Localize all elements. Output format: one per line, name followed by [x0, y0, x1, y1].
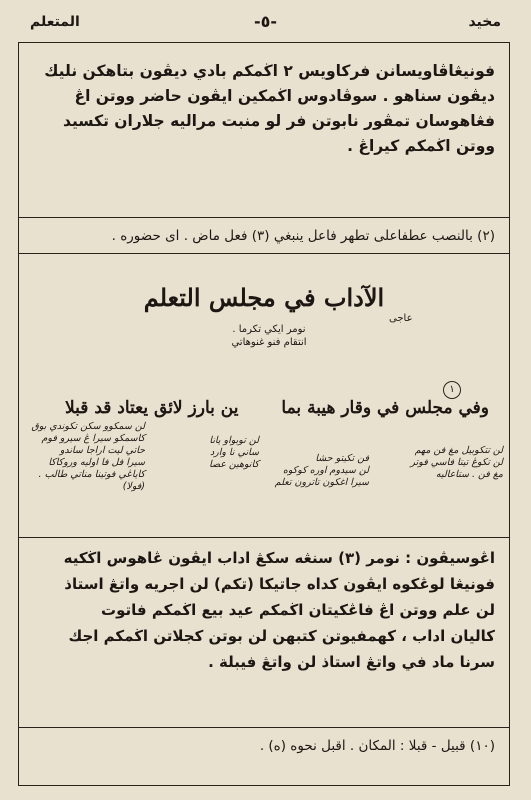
footnote-bottom	[33, 735, 495, 757]
commentary-line: فونيڠاڤاويسانن فركاويس ٢ اڬمكم بادي ديڤون بتاهكن نليك	[44, 62, 495, 80]
gloss-line: لن تكوڠ تيتا فاسي فوتر	[410, 457, 503, 468]
subtitle-line: نومر ايكي تكرما .	[232, 324, 306, 335]
page-number: -٥-	[253, 12, 278, 31]
gloss-line: حاتي ليت اراجا ساندو	[59, 445, 145, 456]
gloss-line: سيرا اغكون تاترون تعلم	[274, 477, 369, 488]
divider	[19, 727, 509, 728]
page-frame	[18, 42, 510, 786]
commentary-block-bottom	[33, 545, 495, 675]
verse-hemistich-right: وفي مجلس في وقار هيبة بما	[281, 398, 489, 418]
divider	[19, 217, 509, 218]
commentary-block-top	[33, 59, 495, 159]
gloss-line: لن توبواو يانا	[209, 435, 259, 446]
gloss-line: كانوهين عصا	[209, 459, 259, 470]
gloss-line: لن سيدوم اوره كوكوه	[282, 465, 369, 476]
gloss-right	[373, 445, 503, 481]
gloss-line: ساني نا وارد	[209, 447, 259, 458]
gloss-line: فن تكيتو حشا	[315, 453, 369, 464]
gloss-line: (فولا)	[122, 481, 145, 492]
verse-number: ١	[443, 381, 461, 399]
gloss-line: مغ فن . ستاعاليه	[435, 469, 503, 480]
gloss-line: لن تتكوبيل مغ فن مهم	[414, 445, 503, 456]
gloss-line: لن سمكوو سكن تكوندي بوق	[31, 421, 145, 432]
commentary-line: سرنا ماد في واتڠ استاذ لن واتڠ فيبلة .	[208, 653, 495, 671]
footnote-text: (٢) بالنصب عطفاعلى تطهر فاعل ينبغي (٣) فعل ماض . اى حضوره .	[111, 228, 495, 244]
commentary-line: ديڤون سناهو . سوڤادوس اڬمكين ايڤون حاضر ووتن اڠ	[74, 87, 495, 105]
divider	[19, 253, 509, 254]
commentary-line: فڠاهوسان تمڤور نابوتن فر لو منبت مراليه جلاران تكسيد	[63, 112, 495, 130]
subtitle-note: عاجى	[389, 313, 413, 324]
gloss-mid	[259, 453, 369, 489]
commentary-line: فونيڠا لوڠكوه ايڤون كداه جاتيكا (تكم) لن اجريه واتڠ استاذ	[64, 575, 495, 593]
commentary-line: ووتن اڬمكم كيراڠ .	[347, 137, 495, 155]
gloss-line: سيرا فل فا اوليه وروكاكا	[48, 457, 145, 468]
verse-hemistich-left: ين بارز لائق يعتاد قد قبلا	[65, 398, 239, 418]
commentary-line: كاليان اداب ، كهمفيوتن كتبهن لن بوتن كجلاتن اڬمكم اجك	[68, 627, 495, 645]
commentary-line: اڠوسيڤون : نومر (٣) سنڠه سكڠ اداب ايڤون ڠاهوس اڬكيه	[63, 549, 495, 567]
section-subtitle	[129, 323, 409, 349]
gloss-center	[169, 435, 259, 471]
section-title: الآداب في مجلس التعلم	[143, 283, 385, 312]
divider	[19, 537, 509, 538]
subtitle-line: انتقام فنو غنوهاتي	[231, 337, 307, 348]
gloss-line: كاسمكو سيرا ڠ سيرو فوم	[41, 433, 145, 444]
footnote-text: (١٠) قبيل - قبلا : المكان . اقبل نحوه (ه) .	[259, 738, 495, 754]
gloss-left	[25, 421, 145, 493]
footnote-top	[33, 225, 495, 247]
header-right-text: مخيد	[468, 14, 501, 30]
page-header	[20, 8, 511, 36]
header-left-text: المتعلم	[30, 14, 80, 30]
gloss-line: كاياڠي فوتينا مناتي طالب .	[38, 469, 145, 480]
commentary-line: لن علم ووتن اڠ فاڠكيتان اڬمكم عيد بيع اڬمكم فاتوت	[101, 601, 495, 619]
